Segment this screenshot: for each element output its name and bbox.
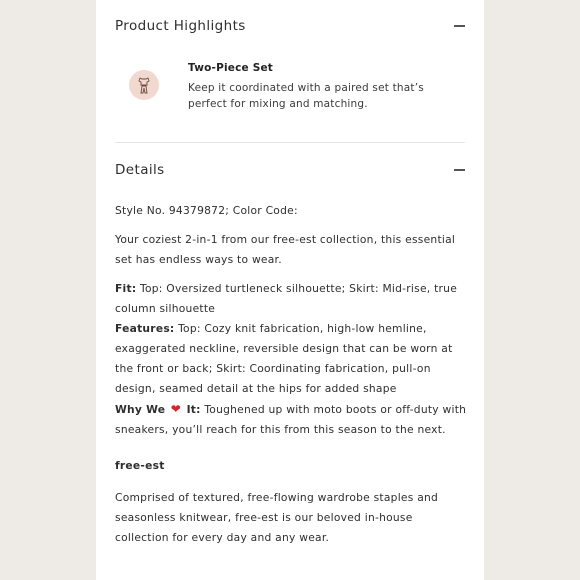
collection-text: Comprised of textured, free-flowing wardrobe staples and seasonless knitwear, free-est is our beloved in-house collection for every day and any wear. xyxy=(115,491,439,544)
highlight-description: Keep it coordinated with a paired set that’s perfect for mixing and matching. xyxy=(188,82,424,110)
details-intro: Your coziest 2-in-1 from our free-est collection, this essential set has endless ways to wear. xyxy=(115,233,456,266)
fit-spec xyxy=(115,279,467,319)
details-title: Details xyxy=(115,162,165,178)
features-text: Top: Cozy knit fabrication, high-low hemline, exaggerated neckline, reversible design that can be worn at the front or back; Skirt: Coordinating fabrication, pull-on design, seamed detail at the hips for added shape xyxy=(115,322,453,395)
highlight-title: Two-Piece Set xyxy=(188,62,274,74)
why-label-pre: Why We xyxy=(115,403,166,416)
details-body xyxy=(115,201,467,548)
product-info-panel xyxy=(96,0,484,580)
why-we-love-it-spec xyxy=(115,399,467,440)
collection-title: free-est xyxy=(115,459,165,472)
why-label-post: It: xyxy=(186,403,201,416)
heart-icon: ❤ xyxy=(170,402,182,416)
details-header[interactable] xyxy=(115,162,465,178)
fit-text: Top: Oversized turtleneck silhouette; Skirt: Mid-rise, true column silhouette xyxy=(115,282,458,315)
minus-icon[interactable] xyxy=(454,169,465,171)
section-divider xyxy=(115,142,465,143)
minus-icon[interactable] xyxy=(454,25,465,27)
product-highlights-title: Product Highlights xyxy=(115,18,246,34)
features-label: Features: xyxy=(115,322,175,335)
style-number: Style No. 94379872; Color Code: xyxy=(115,204,298,217)
fit-label: Fit: xyxy=(115,282,137,295)
highlight-item xyxy=(129,62,449,112)
product-highlights-header[interactable] xyxy=(115,18,465,34)
features-spec xyxy=(115,319,467,399)
two-piece-set-icon xyxy=(129,70,159,100)
why-text: Toughened up with moto boots or off-duty with sneakers, you’ll reach for this from this season to the next. xyxy=(115,403,467,436)
